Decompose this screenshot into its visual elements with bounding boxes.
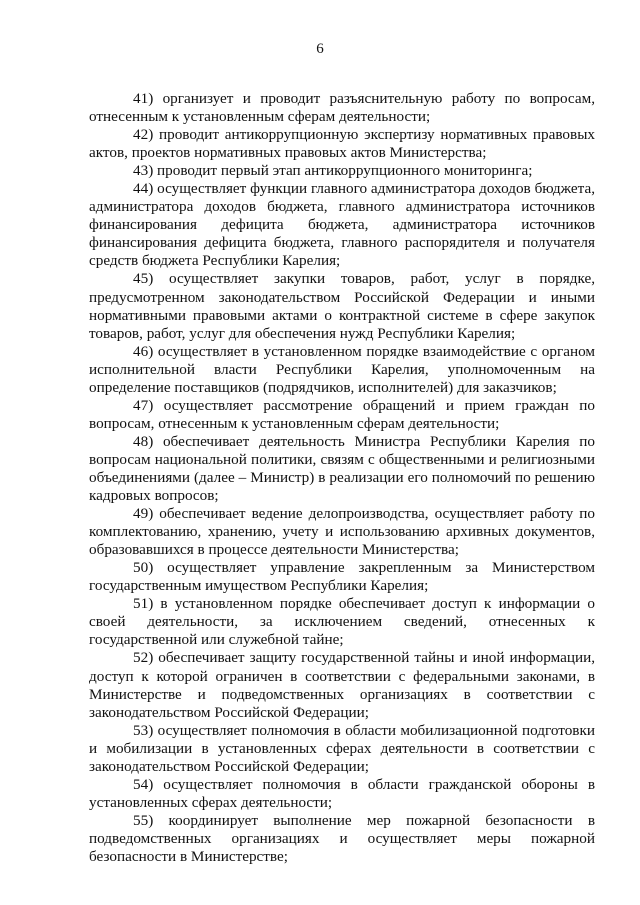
page-number: 6 — [316, 41, 324, 57]
list-item-45: 45) осуществляет закупки товаров, работ, услуг в порядке, предусмотренном законодательством Российской Федерации и иными нормативными правовыми актами о контрактной системе в сфере закупок товаров, работ, услуг для обеспечения нужд Республики Карелия; — [89, 270, 595, 342]
list-item-49: 49) обеспечивает ведение делопроизводства, осуществляет работу по комплектованию, хранению, учету и использованию архивных документов, образовавшихся в процессе деятельности Министерства; — [89, 505, 595, 559]
list-item-47: 47) осуществляет рассмотрение обращений и прием граждан по вопросам, отнесенным к установленным сферам деятельности; — [89, 396, 595, 432]
list-item-53: 53) осуществляет полномочия в области мобилизационной подготовки и мобилизации в установленных сферах деятельности в соответствии с законодательством Российской Федерации; — [89, 721, 595, 775]
list-item-41: 41) организует и проводит разъяснительную работу по вопросам, отнесенным к установленным сферам деятельности; — [89, 90, 595, 126]
list-item-50: 50) осуществляет управление закрепленным за Министерством государственным имуществом Республики Карелия; — [89, 559, 595, 595]
list-item-54: 54) осуществляет полномочия в области гражданской обороны в установленных сферах деятельности; — [89, 775, 595, 811]
document-body — [89, 90, 595, 866]
list-item-44: 44) осуществляет функции главного администратора доходов бюджета, администратора доходов бюджета, главного администратора источников финансирования дефицита бюджета, администратора источников финансирования дефицита бюджета, главного распорядителя и получателя средств бюджета Республики Карелия; — [89, 180, 595, 270]
list-item-43: 43) проводит первый этап антикоррупционного мониторинга; — [133, 162, 533, 180]
list-item-52: 52) обеспечивает защиту государственной тайны и иной информации, доступ к которой ограничен в соответствии с федеральными законами, в Министерстве и подведомственных организациях в соответствии с законодательством Российской Федерации; — [89, 649, 595, 721]
list-item-55: 55) координирует выполнение мер пожарной безопасности в подведомственных организациях и осуществляет меры пожарной безопасности в Министерстве; — [89, 811, 595, 865]
list-item-42: 42) проводит антикоррупционную экспертизу нормативных правовых актов, проектов нормативных правовых актов Министерства; — [89, 126, 595, 162]
list-item-46: 46) осуществляет в установленном порядке взаимодействие с органом исполнительной власти Республики Карелия, уполномоченным на определение поставщиков (подрядчиков, исполнителей) для заказчиков; — [89, 342, 595, 396]
list-item-48: 48) обеспечивает деятельность Министра Республики Карелия по вопросам национальной политики, связям с общественными и религиозными объединениями (далее – Министр) в реализации его полномочий по решению кадровых вопросов; — [89, 432, 595, 505]
list-item-51: 51) в установленном порядке обеспечивает доступ к информации о своей деятельности, за исключением сведений, отнесенных к государственной или служебной тайне; — [89, 595, 595, 649]
